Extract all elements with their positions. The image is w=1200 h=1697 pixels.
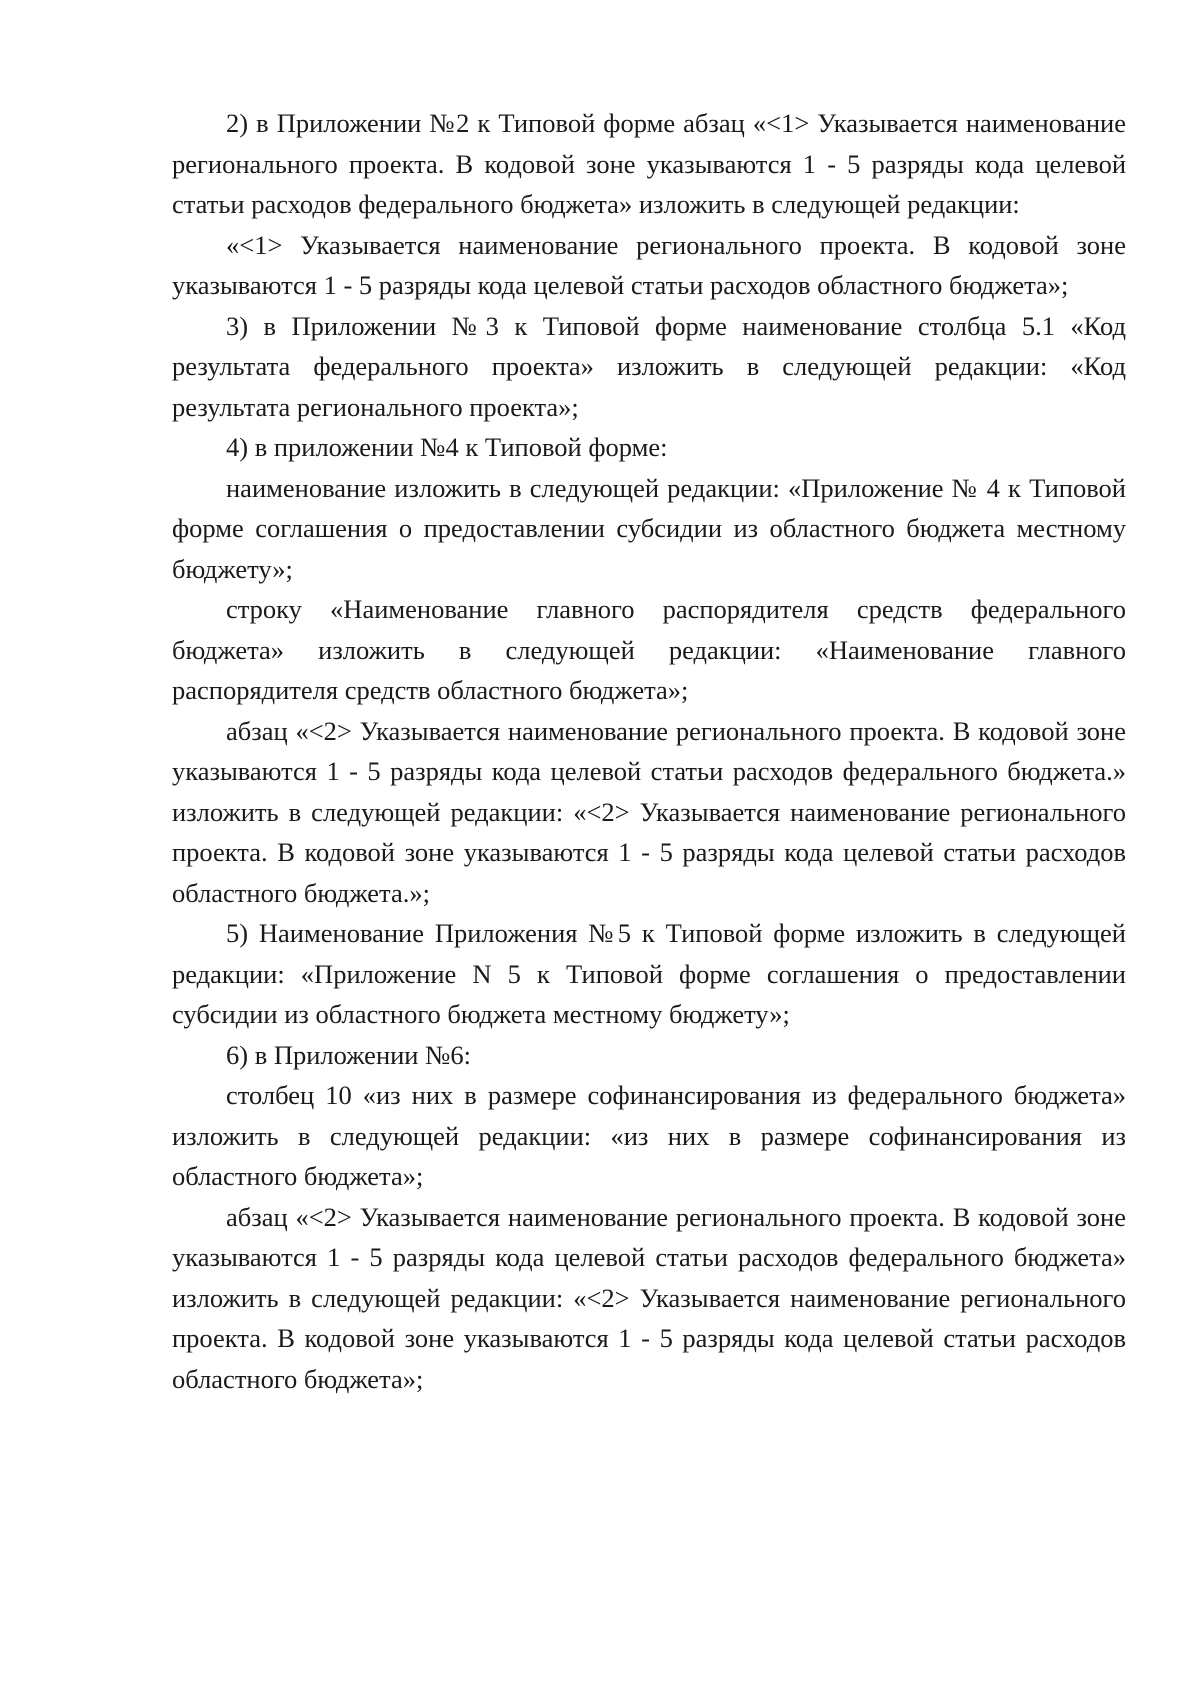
paragraph-item-2: 2) в Приложении №2 к Типовой форме абзац «<1> Указывается наименование регионального проекта. В кодовой зоне указываются 1 - 5 разряды кода целевой статьи расходов федерального бюджета» изложить в следующей редакции: xyxy=(172,108,1126,219)
paragraph-item-4-footnote: абзац «<2> Указывается наименование регионального проекта. В кодовой зоне указываются 1 - 5 разряды кода целевой статьи расходов федерального бюджета.» изложить в следующей редакции: «<2> Указывается наименование регионального проекта. В кодовой зоне указываются 1 - 5 разряды кода целевой статьи расходов областного бюджета.»; xyxy=(172,715,1126,908)
paragraph-item-5: 5) Наименование Приложения №5 к Типовой форме изложить в следующей редакции: «Приложение N 5 к Типовой форме соглашения о предоставлении субсидии из областного бюджета местному бюджету»; xyxy=(172,918,1126,1029)
paragraph-item-6-footnote: абзац «<2> Указывается наименование регионального проекта. В кодовой зоне указываются 1 - 5 разряды кода целевой статьи расходов федерального бюджета» изложить в следующей редакции: «<2> Указывается наименование регионального проекта. В кодовой зоне указываются 1 - 5 разряды кода целевой статьи расходов областного бюджета»; xyxy=(172,1201,1126,1394)
paragraph-item-4-title: наименование изложить в следующей редакции: «Приложение № 4 к Типовой форме соглашения о предоставлении субсидии из областного бюджета местному бюджету»; xyxy=(172,472,1126,584)
paragraph-item-3: 3) в Приложении №3 к Типовой форме наименование столбца 5.1 «Код результата федерального проекта» изложить в следующей редакции: «Код результата регионального проекта»; xyxy=(172,310,1126,422)
paragraph-item-6: 6) в Приложении №6: xyxy=(226,1039,472,1070)
paragraph-item-6-column: столбец 10 «из них в размере софинансирования из федерального бюджета» изложить в следующей редакции: «из них в размере софинансирования из областного бюджета»; xyxy=(172,1080,1126,1191)
document-body xyxy=(172,103,1126,1399)
paragraph-item-2-new-text: «<1> Указывается наименование регионального проекта. В кодовой зоне указываются 1 - 5 разряды кода целевой статьи расходов областного бюджета»; xyxy=(172,229,1126,300)
paragraph-item-4: 4) в приложении №4 к Типовой форме: xyxy=(226,432,668,462)
paragraph-item-4-row: строку «Наименование главного распорядителя средств федерального бюджета» изложить в следующей редакции: «Наименование главного распорядителя средств областного бюджета»; xyxy=(172,594,1126,705)
